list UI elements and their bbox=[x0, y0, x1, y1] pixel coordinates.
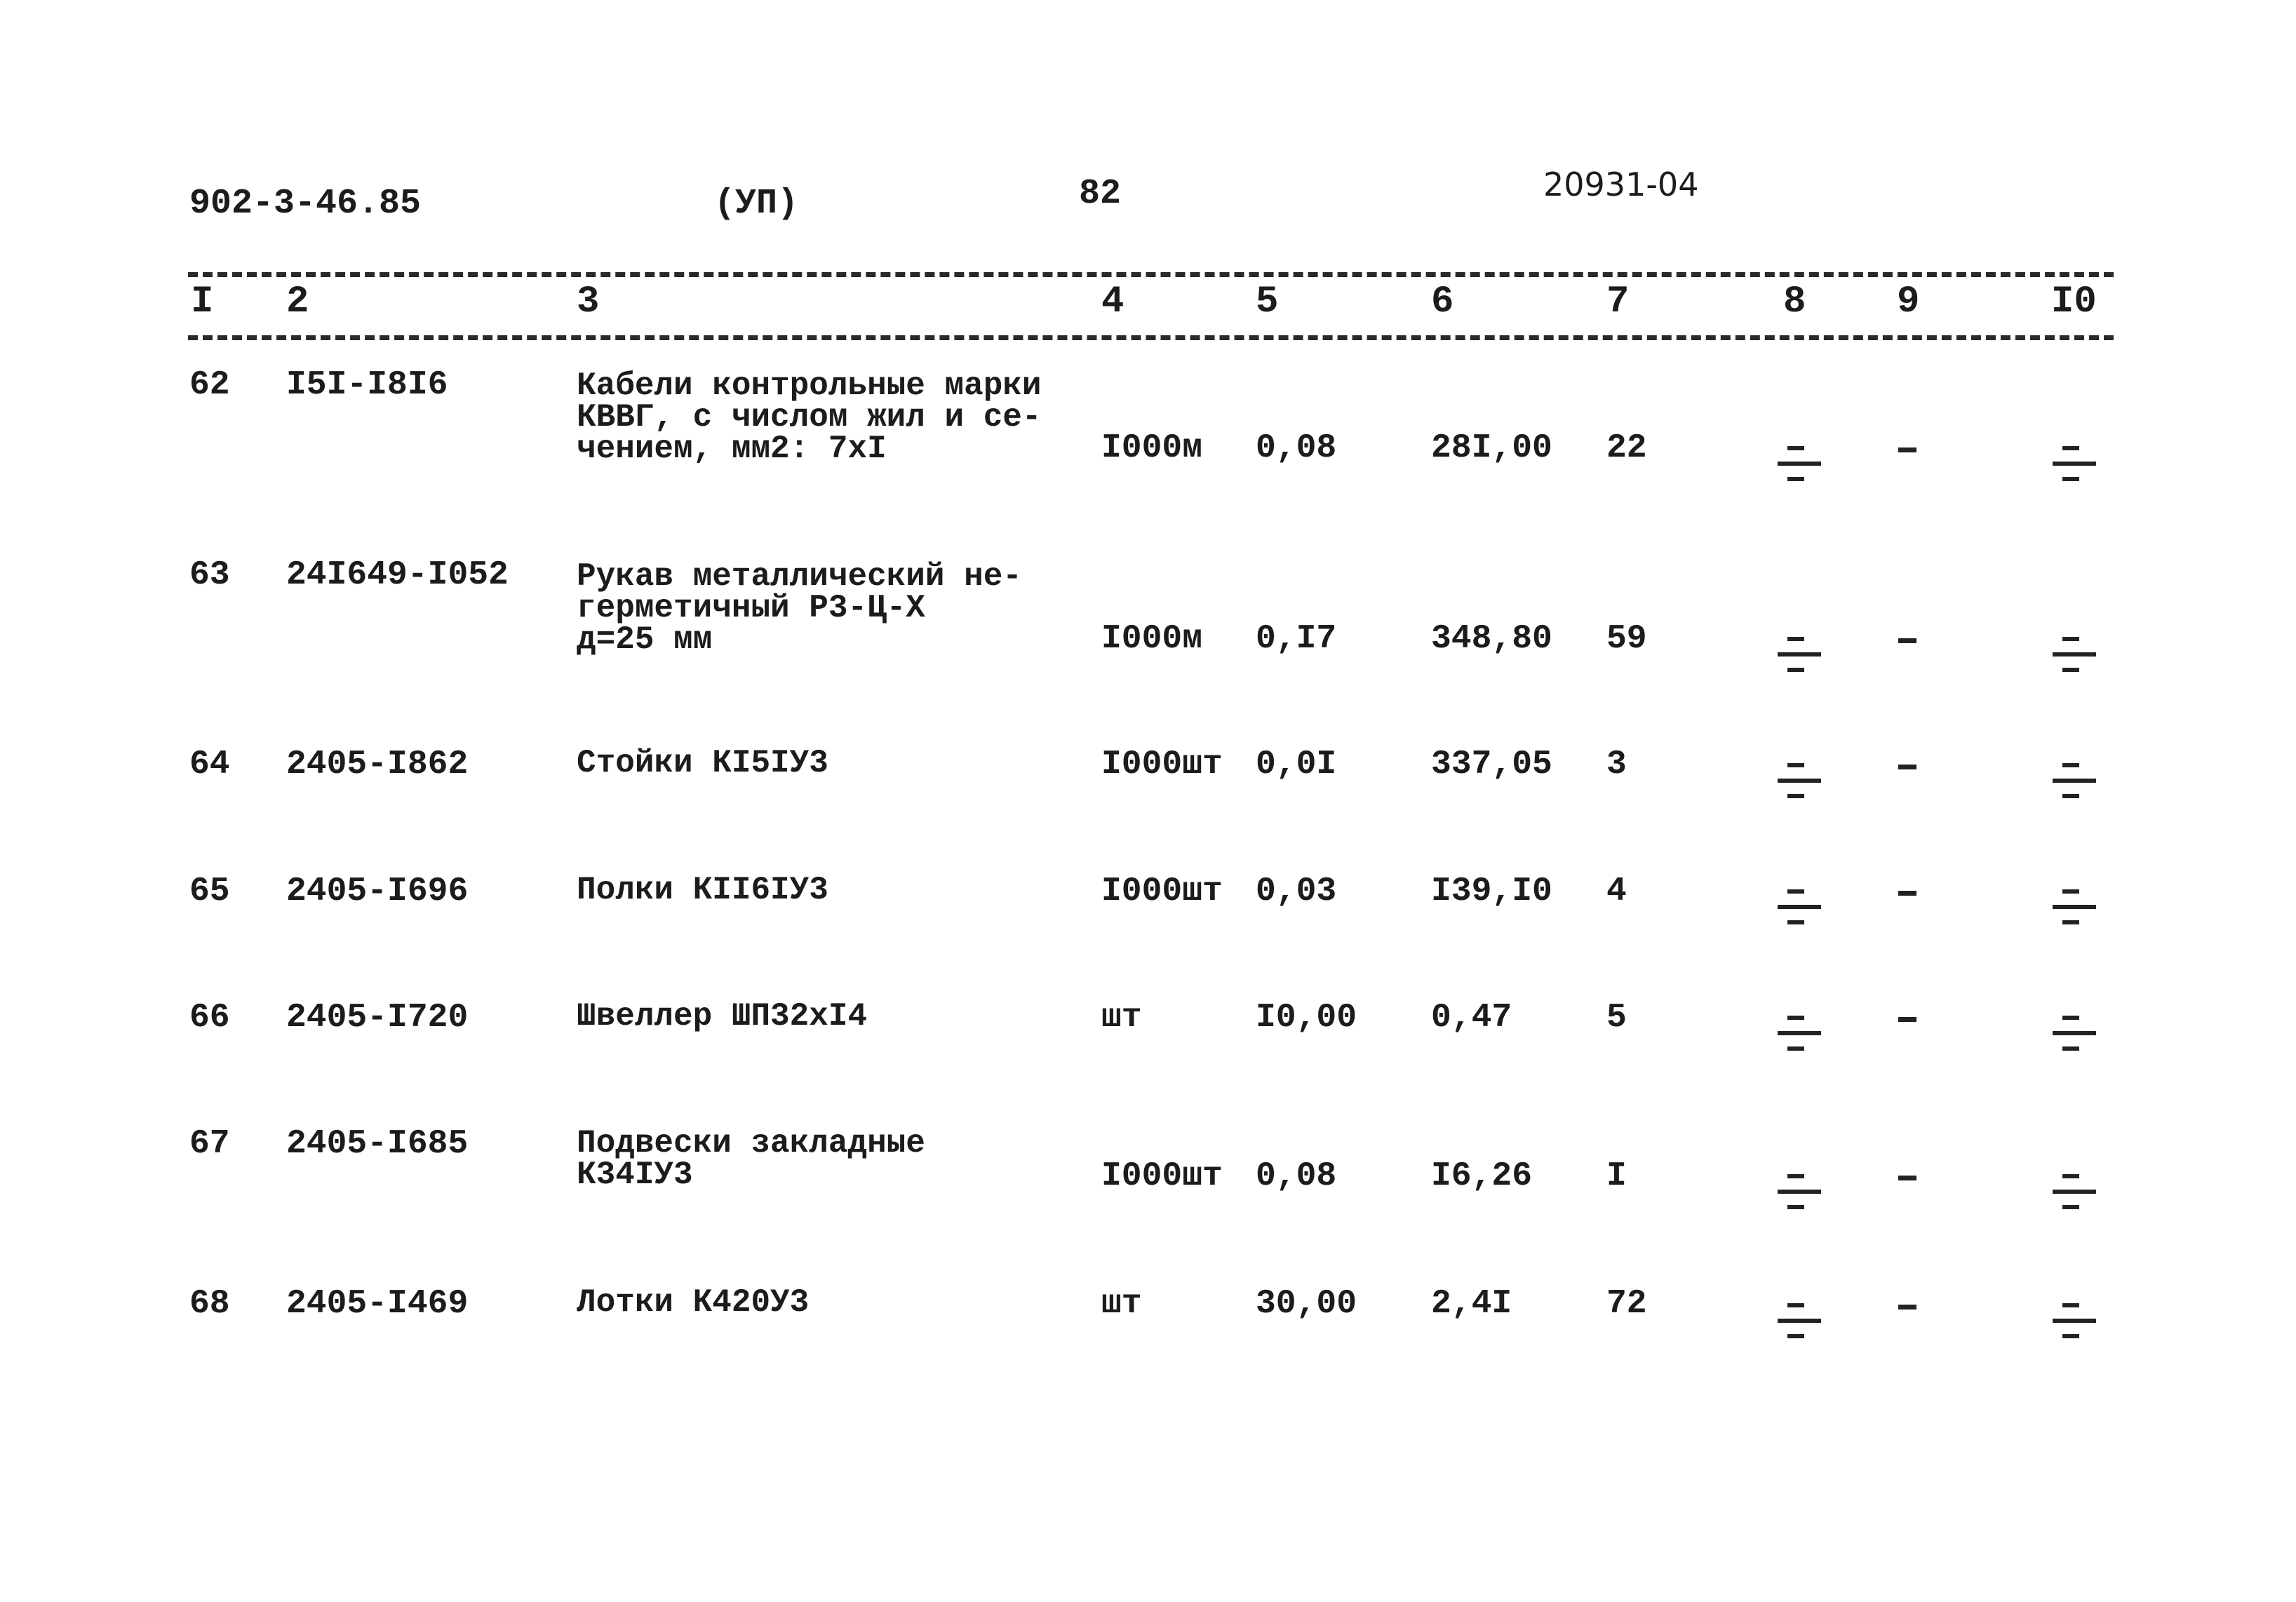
row-number: 67 bbox=[189, 1125, 230, 1163]
document-mode: (УП) bbox=[714, 184, 799, 224]
unit-price: I6,26 bbox=[1431, 1157, 1533, 1195]
quantity: 30,00 bbox=[1256, 1285, 1357, 1323]
dash-mark bbox=[1898, 891, 1916, 896]
ditto-mark bbox=[1778, 446, 1821, 483]
unit-price: 0,47 bbox=[1431, 999, 1512, 1037]
ditto-mark bbox=[2053, 889, 2096, 926]
unit: I000шт bbox=[1101, 873, 1223, 910]
row-number: 66 bbox=[189, 999, 230, 1037]
total: 3 bbox=[1606, 746, 1627, 783]
column-heading-2: 2 bbox=[286, 281, 309, 323]
total: 72 bbox=[1606, 1285, 1647, 1323]
column-heading-7: 7 bbox=[1606, 281, 1630, 323]
column-heading-8: 8 bbox=[1783, 281, 1806, 323]
item-description: Полки КII6IУ3 bbox=[577, 872, 828, 908]
ditto-mark bbox=[1778, 1303, 1821, 1340]
unit: шт bbox=[1101, 999, 1142, 1037]
ditto-mark bbox=[1778, 889, 1821, 926]
item-code: 2405-I469 bbox=[286, 1285, 469, 1323]
ditto-mark bbox=[1778, 1174, 1821, 1211]
item-description: Швеллер ШП32хI4 bbox=[577, 998, 868, 1035]
unit-price: 337,05 bbox=[1431, 746, 1552, 783]
dash-mark bbox=[1898, 447, 1916, 452]
ditto-mark bbox=[1778, 763, 1821, 800]
item-code: 2405-I720 bbox=[286, 999, 469, 1037]
document-code: 902-3-46.85 bbox=[189, 184, 422, 224]
header-bottom-rule bbox=[188, 335, 2114, 340]
column-heading-5: 5 bbox=[1256, 281, 1279, 323]
item-code: 24I649-I052 bbox=[286, 556, 509, 594]
row-number: 64 bbox=[189, 746, 230, 783]
column-heading-6: 6 bbox=[1431, 281, 1454, 323]
total: 4 bbox=[1606, 873, 1627, 910]
row-number: 62 bbox=[189, 366, 230, 404]
dash-mark bbox=[1898, 1305, 1916, 1310]
total: 59 bbox=[1606, 620, 1647, 658]
dash-mark bbox=[1898, 1017, 1916, 1022]
ditto-mark bbox=[1778, 637, 1821, 673]
total: 5 bbox=[1606, 999, 1627, 1037]
quantity: 0,I7 bbox=[1256, 620, 1337, 658]
quantity: I0,00 bbox=[1256, 999, 1357, 1037]
row-number: 63 bbox=[189, 556, 230, 594]
column-heading-10: I0 bbox=[2051, 281, 2097, 323]
document-number: 20931-04 bbox=[1543, 166, 1699, 203]
item-code: 2405-I696 bbox=[286, 873, 469, 910]
row-number: 65 bbox=[189, 873, 230, 910]
unit: I000м bbox=[1101, 429, 1203, 467]
ditto-mark bbox=[2053, 637, 2096, 673]
ditto-mark bbox=[2053, 1303, 2096, 1340]
unit-price: I39,I0 bbox=[1431, 873, 1552, 910]
quantity: 0,0I bbox=[1256, 746, 1337, 783]
dash-mark bbox=[1898, 638, 1916, 643]
ditto-mark bbox=[2053, 446, 2096, 483]
unit-price: 2,4I bbox=[1431, 1285, 1512, 1323]
ditto-mark bbox=[2053, 763, 2096, 800]
item-description: Лотки К420У3 bbox=[577, 1284, 810, 1321]
ditto-mark bbox=[2053, 1174, 2096, 1211]
column-heading-4: 4 bbox=[1101, 281, 1124, 323]
item-code: 2405-I685 bbox=[286, 1125, 469, 1163]
column-heading-1: I bbox=[191, 281, 214, 323]
quantity: 0,08 bbox=[1256, 429, 1337, 467]
total: I bbox=[1606, 1157, 1627, 1195]
unit: шт bbox=[1101, 1285, 1142, 1323]
unit-price: 348,80 bbox=[1431, 620, 1552, 658]
dash-mark bbox=[1898, 1176, 1916, 1180]
unit: I000шт bbox=[1101, 746, 1223, 783]
item-description: Рукав металлический не- герметичный Р3-Ц-Х д=25 мм bbox=[577, 558, 1022, 658]
dash-mark bbox=[1898, 765, 1916, 769]
ditto-mark bbox=[2053, 1016, 2096, 1052]
item-code: I5I-I8I6 bbox=[286, 366, 448, 404]
header-top-rule bbox=[188, 272, 2114, 277]
item-code: 2405-I862 bbox=[286, 746, 469, 783]
item-description: Стойки КI5IУ3 bbox=[577, 745, 828, 781]
item-description: Подвески закладные К34IУ3 bbox=[577, 1125, 925, 1193]
quantity: 0,08 bbox=[1256, 1157, 1337, 1195]
column-heading-3: 3 bbox=[577, 281, 600, 323]
unit: I000м bbox=[1101, 620, 1203, 658]
column-heading-9: 9 bbox=[1897, 281, 1920, 323]
item-description: Кабели контрольные марки КВВГ, с числом жил и се- чением, мм2: 7хI bbox=[577, 368, 1042, 467]
total: 22 bbox=[1606, 429, 1647, 467]
row-number: 68 bbox=[189, 1285, 230, 1323]
unit-price: 28I,00 bbox=[1431, 429, 1552, 467]
ditto-mark bbox=[1778, 1016, 1821, 1052]
quantity: 0,03 bbox=[1256, 873, 1337, 910]
page-number: 82 bbox=[1079, 174, 1122, 214]
unit: I000шт bbox=[1101, 1157, 1223, 1195]
